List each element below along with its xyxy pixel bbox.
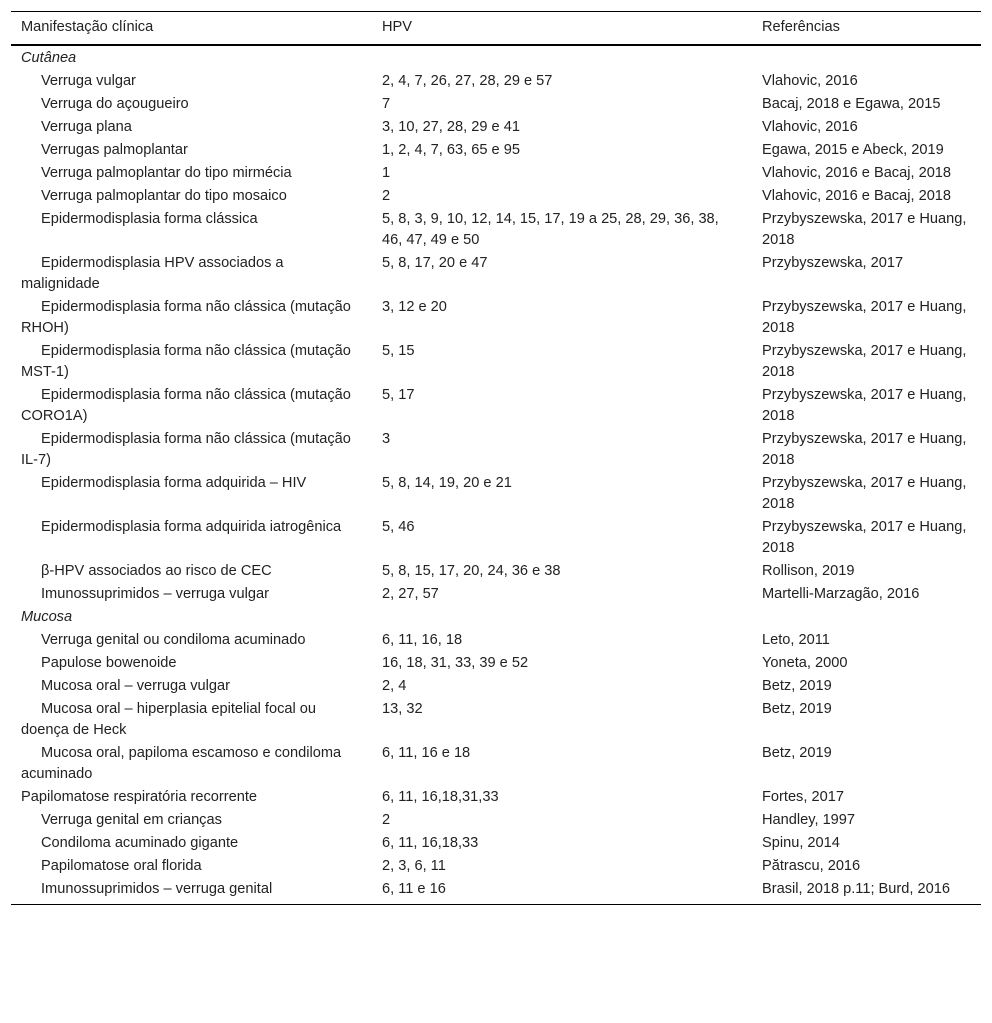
table-row xyxy=(11,209,981,253)
table-row xyxy=(11,473,981,517)
cell-hpv: 6, 11, 16, 18 xyxy=(382,632,463,648)
cell-manifestation: Epidermodisplasia HPV associados a malignidade xyxy=(21,255,284,292)
section-row xyxy=(11,607,981,630)
cell-hpv: 6, 11, 16,18,33 xyxy=(382,835,479,851)
cell-hpv: 5, 15 xyxy=(382,343,415,359)
cell-hpv: 2 xyxy=(382,188,391,204)
section-title: Cutânea xyxy=(21,50,77,66)
hpv-table-container xyxy=(11,11,981,905)
cell-references: Przybyszewska, 2017 e Huang, 2018 xyxy=(762,299,967,336)
cell-manifestation: Epidermodisplasia forma adquirida iatrogênica xyxy=(41,519,342,535)
cell-hpv: 6, 11, 16 e 18 xyxy=(382,745,471,761)
table-row xyxy=(11,856,981,879)
table-row xyxy=(11,517,981,561)
cell-hpv: 5, 17 xyxy=(382,387,415,403)
table-row xyxy=(11,561,981,584)
cell-references: Fortes, 2017 xyxy=(762,789,844,805)
cell-manifestation: Epidermodisplasia forma adquirida – HIV xyxy=(41,475,307,491)
cell-references: Bacaj, 2018 e Egawa, 2015 xyxy=(762,96,941,112)
cell-references: Przybyszewska, 2017 xyxy=(762,255,904,271)
cell-references: Pătrascu, 2016 xyxy=(762,858,861,874)
cell-manifestation: Verruga palmoplantar do tipo mirmécia xyxy=(41,165,292,181)
header-row xyxy=(11,12,981,46)
cell-references: Vlahovic, 2016 e Bacaj, 2018 xyxy=(762,188,952,204)
cell-hpv: 6, 11, 16,18,31,33 xyxy=(382,789,499,805)
cell-references: Betz, 2019 xyxy=(762,745,832,761)
cell-hpv: 6, 11 e 16 xyxy=(382,881,446,897)
cell-manifestation: Imunossuprimidos – verruga vulgar xyxy=(41,586,269,602)
cell-manifestation: Verruga do açougueiro xyxy=(41,96,189,112)
cell-references: Handley, 1997 xyxy=(762,812,856,828)
cell-manifestation: Condiloma acuminado gigante xyxy=(41,835,239,851)
cell-references: Przybyszewska, 2017 e Huang, 2018 xyxy=(762,211,967,248)
cell-hpv: 16, 18, 31, 33, 39 e 52 xyxy=(382,655,529,671)
cell-manifestation: Verruga vulgar xyxy=(41,73,136,89)
cell-manifestation: Epidermodisplasia forma não clássica (mutação IL-7) xyxy=(21,431,351,468)
cell-references: Yoneta, 2000 xyxy=(762,655,848,671)
cell-hpv: 7 xyxy=(382,96,391,112)
cell-references: Martelli-Marzagão, 2016 xyxy=(762,586,920,602)
table-row xyxy=(11,879,981,905)
cell-references: Rollison, 2019 xyxy=(762,563,855,579)
cell-manifestation: Mucosa oral – hiperplasia epitelial focal ou doença de Heck xyxy=(21,701,317,738)
cell-manifestation: Epidermodisplasia forma não clássica (mutação CORO1A) xyxy=(21,387,351,424)
cell-references: Przybyszewska, 2017 e Huang, 2018 xyxy=(762,431,967,468)
cell-manifestation: Epidermodisplasia forma não clássica (mutação MST-1) xyxy=(21,343,351,380)
cell-hpv: 5, 8, 15, 17, 20, 24, 36 e 38 xyxy=(382,563,561,579)
cell-references: Przybyszewska, 2017 e Huang, 2018 xyxy=(762,343,967,380)
cell-manifestation: Verrugas palmoplantar xyxy=(41,142,188,158)
cell-hpv: 3 xyxy=(382,431,391,447)
table-row xyxy=(11,71,981,94)
cell-manifestation: Mucosa oral – verruga vulgar xyxy=(41,678,230,694)
header-references: Referências xyxy=(752,12,981,46)
section-title: Mucosa xyxy=(21,609,73,625)
header-manifestation: Manifestação clínica xyxy=(11,12,372,46)
table-row xyxy=(11,810,981,833)
cell-manifestation: Verruga genital ou condiloma acuminado xyxy=(41,632,306,648)
cell-references: Vlahovic, 2016 e Bacaj, 2018 xyxy=(762,165,952,181)
cell-manifestation: Papulose bowenoide xyxy=(41,655,177,671)
table-header xyxy=(11,12,981,46)
cell-references: Vlahovic, 2016 xyxy=(762,119,858,135)
cell-hpv: 5, 8, 17, 20 e 47 xyxy=(382,255,488,271)
table-row xyxy=(11,833,981,856)
cell-references: Betz, 2019 xyxy=(762,678,832,694)
cell-hpv: 1, 2, 4, 7, 63, 65 e 95 xyxy=(382,142,520,158)
cell-hpv: 5, 8, 3, 9, 10, 12, 14, 15, 17, 19 a 25, 28, 29, 36, 38, 46, 47, 49 e 50 xyxy=(382,211,719,248)
table-row xyxy=(11,429,981,473)
cell-references: Leto, 2011 xyxy=(762,632,830,648)
table-row xyxy=(11,94,981,117)
table-row xyxy=(11,163,981,186)
table-row xyxy=(11,699,981,743)
table-body xyxy=(11,45,981,905)
cell-manifestation: Epidermodisplasia forma não clássica (mutação RHOH) xyxy=(21,299,351,336)
cell-references: Przybyszewska, 2017 e Huang, 2018 xyxy=(762,519,967,556)
section-row xyxy=(11,45,981,71)
cell-manifestation: Imunossuprimidos – verruga genital xyxy=(41,881,273,897)
table-row xyxy=(11,385,981,429)
cell-manifestation: Mucosa oral, papiloma escamoso e condiloma acuminado xyxy=(21,745,342,782)
cell-manifestation: Papilomatose respiratória recorrente xyxy=(21,789,258,805)
cell-hpv: 1 xyxy=(382,165,391,181)
cell-manifestation: Epidermodisplasia forma clássica xyxy=(41,211,258,227)
cell-hpv: 13, 32 xyxy=(382,701,423,717)
table-row xyxy=(11,787,981,810)
cell-references: Spinu, 2014 xyxy=(762,835,840,851)
table-row xyxy=(11,743,981,787)
table-row xyxy=(11,297,981,341)
cell-manifestation: β-HPV associados ao risco de CEC xyxy=(41,563,272,579)
table-row xyxy=(11,117,981,140)
table-row xyxy=(11,341,981,385)
cell-manifestation: Verruga genital em crianças xyxy=(41,812,222,828)
cell-manifestation: Papilomatose oral florida xyxy=(41,858,202,874)
table-row xyxy=(11,186,981,209)
cell-hpv: 2, 27, 57 xyxy=(382,586,439,602)
cell-references: Egawa, 2015 e Abeck, 2019 xyxy=(762,142,944,158)
cell-hpv: 3, 12 e 20 xyxy=(382,299,447,315)
table-row xyxy=(11,140,981,163)
cell-references: Betz, 2019 xyxy=(762,701,832,717)
table-row xyxy=(11,630,981,653)
cell-references: Przybyszewska, 2017 e Huang, 2018 xyxy=(762,387,967,424)
cell-hpv: 2, 4 xyxy=(382,678,407,694)
cell-hpv: 5, 8, 14, 19, 20 e 21 xyxy=(382,475,512,491)
cell-manifestation: Verruga palmoplantar do tipo mosaico xyxy=(41,188,287,204)
cell-hpv: 3, 10, 27, 28, 29 e 41 xyxy=(382,119,520,135)
table-row xyxy=(11,584,981,607)
cell-hpv: 2 xyxy=(382,812,391,828)
header-hpv: HPV xyxy=(372,12,752,46)
cell-references: Brasil, 2018 p.11; Burd, 2016 xyxy=(762,881,950,897)
cell-hpv: 5, 46 xyxy=(382,519,415,535)
cell-hpv: 2, 4, 7, 26, 27, 28, 29 e 57 xyxy=(382,73,553,89)
hpv-manifestations-table xyxy=(11,11,981,905)
cell-references: Vlahovic, 2016 xyxy=(762,73,858,89)
table-row xyxy=(11,676,981,699)
table-row xyxy=(11,653,981,676)
cell-references: Przybyszewska, 2017 e Huang, 2018 xyxy=(762,475,967,512)
cell-manifestation: Verruga plana xyxy=(41,119,132,135)
cell-hpv: 2, 3, 6, 11 xyxy=(382,858,446,874)
table-row xyxy=(11,253,981,297)
